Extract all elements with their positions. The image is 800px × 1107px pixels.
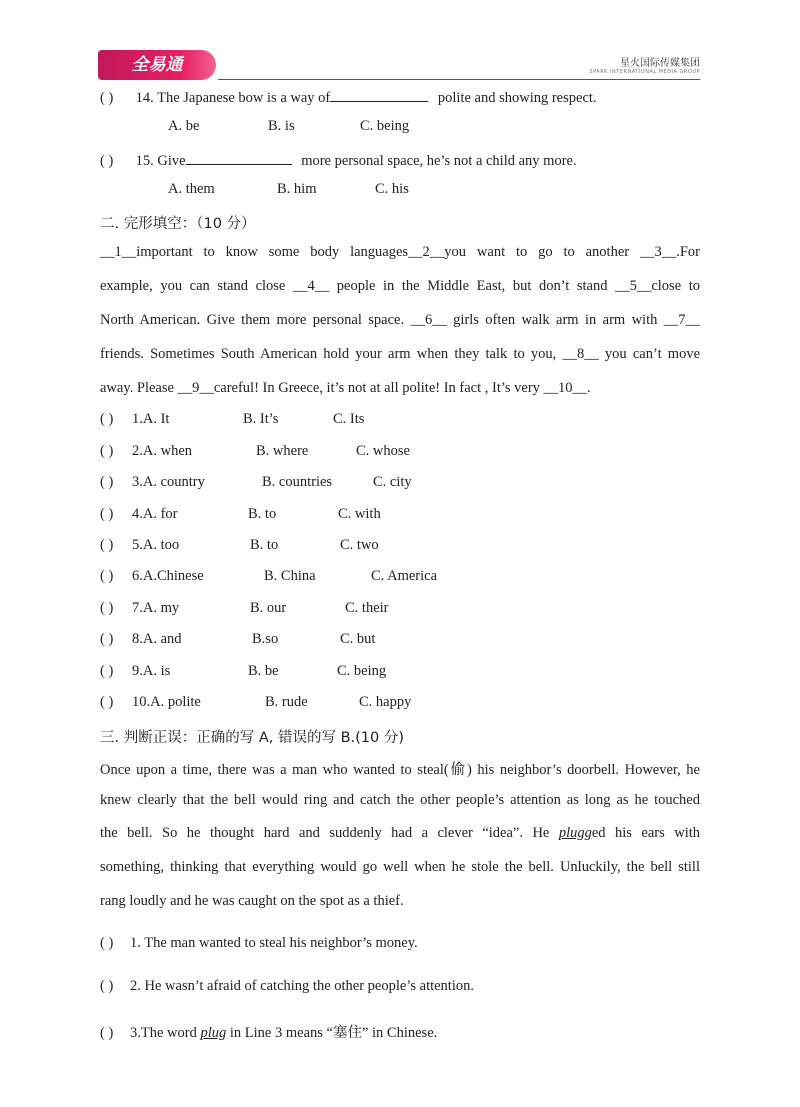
publisher-name: 星火国际传媒集团 xyxy=(620,58,700,69)
underlined-word: plugg xyxy=(558,825,592,841)
question-stem: 15. Give xyxy=(135,153,186,169)
cloze-question xyxy=(100,443,192,460)
option-c: C. his xyxy=(375,181,409,197)
passage-line xyxy=(100,825,700,842)
option-b: B. our xyxy=(250,600,287,616)
option-b: B. him xyxy=(277,181,317,197)
question-text-tail: in Line 3 means “塞住” in Chinese. xyxy=(226,1025,438,1041)
passage-text: ed his ears with xyxy=(591,825,700,841)
option-c: C. being xyxy=(360,118,410,134)
option-a: 1.A. It xyxy=(132,411,170,427)
question-text: 2. He wasn’t afraid of catching the other people’s attention. xyxy=(130,978,474,994)
option-b: B. be xyxy=(248,663,279,679)
header-divider xyxy=(218,79,700,80)
question-stem-tail: more personal space, he’s not a child any more. xyxy=(301,153,577,169)
option-a: 3.A. country xyxy=(132,474,205,490)
option-c: C. being xyxy=(337,663,387,679)
option-c: C. their xyxy=(345,600,389,616)
answer-paren: ( ) xyxy=(100,978,114,994)
passage-line: knew clearly that the bell would ring and catch the other people’s attention as long as he touched xyxy=(100,792,700,808)
option-b: B. is xyxy=(268,118,295,134)
cloze-question xyxy=(100,506,178,523)
option-c: C. happy xyxy=(359,694,412,710)
section-title-true-false: 三. 判断正误：正确的写 A, 错误的写 B.(10 分) xyxy=(100,730,405,746)
cloze-line: away. Please __9__careful! In Greece, it’s not at all polite! In fact , It’s very __10__. xyxy=(100,380,591,396)
publisher-brand xyxy=(589,54,700,75)
cloze-line: North American. Give them more personal space. __6__ girls often walk arm in arm with __7__ xyxy=(100,312,700,328)
option-b: B. to xyxy=(250,537,279,553)
option-a: 2.A. when xyxy=(132,443,193,459)
option-a: 10.A. polite xyxy=(132,694,201,710)
option-a: A. be xyxy=(168,118,200,134)
option-c: C. whose xyxy=(356,443,410,459)
section-title-cloze: 二. 完形填空：（10 分） xyxy=(100,216,256,232)
question-14 xyxy=(100,87,597,107)
answer-paren: ( ) xyxy=(100,1025,114,1041)
option-a: A. them xyxy=(168,181,215,197)
answer-paren: ( ) xyxy=(100,568,114,584)
answer-blank xyxy=(330,87,428,102)
option-b: B. countries xyxy=(262,474,333,490)
answer-paren: ( ) xyxy=(100,474,114,490)
question-stem: 14. The Japanese bow is a way of xyxy=(135,90,331,106)
option-a: 6.A.Chinese xyxy=(132,568,204,584)
option-c: C. two xyxy=(340,537,379,553)
tf-question xyxy=(100,1021,437,1042)
answer-paren: ( ) xyxy=(100,153,114,169)
option-c: C. with xyxy=(338,506,381,522)
publisher-name-en: SPARK INTERNATIONAL MEDIA GROUP xyxy=(589,69,700,75)
option-b: B. where xyxy=(256,443,309,459)
cloze-question xyxy=(100,537,179,554)
cloze-question xyxy=(100,663,170,680)
cloze-question xyxy=(100,631,182,648)
question-text: 3.The word xyxy=(130,1025,201,1041)
answer-paren: ( ) xyxy=(100,663,114,679)
answer-paren: ( ) xyxy=(100,411,114,427)
cloze-line: __1__important to know some body languages__2__you want to go to another __3__.For xyxy=(100,244,700,260)
question-text: 1. The man wanted to steal his neighbor’s money. xyxy=(130,935,418,951)
question-15 xyxy=(100,150,577,170)
cloze-question xyxy=(100,694,201,711)
option-a: 5.A. too xyxy=(132,537,180,553)
answer-paren: ( ) xyxy=(100,631,114,647)
answer-paren: ( ) xyxy=(100,600,114,616)
cloze-question xyxy=(100,474,205,491)
option-b: B. China xyxy=(264,568,316,584)
option-a: 8.A. and xyxy=(132,631,182,647)
option-a: 7.A. my xyxy=(132,600,180,616)
passage-text: the bell. So he thought hard and suddenly had a clever “idea”. He xyxy=(100,825,559,841)
cloze-line: example, you can stand close __4__ people in the Middle East, but don’t stand __5__close to xyxy=(100,278,700,294)
option-c: C. America xyxy=(371,568,438,584)
option-b: B. rude xyxy=(265,694,308,710)
answer-paren: ( ) xyxy=(100,935,114,951)
passage-line: Once upon a time, there was a man who wanted to steal(偷) his neighbor’s doorbell. However, he xyxy=(100,762,700,778)
logo: 全易通 xyxy=(98,50,216,80)
tf-question xyxy=(100,935,418,952)
passage-line: something, thinking that everything would go well when he stole the bell. Unluckily, the bell still xyxy=(100,859,700,875)
option-c: C. but xyxy=(340,631,376,647)
answer-paren: ( ) xyxy=(100,506,114,522)
answer-paren: ( ) xyxy=(100,90,114,106)
answer-paren: ( ) xyxy=(100,443,114,459)
answer-blank xyxy=(186,150,292,165)
option-b: B. to xyxy=(248,506,277,522)
option-c: C. Its xyxy=(333,411,365,427)
underlined-word: plug xyxy=(200,1025,227,1041)
cloze-question xyxy=(100,411,169,428)
option-b: B. It’s xyxy=(243,411,279,427)
cloze-line: friends. Sometimes South American hold your arm when they talk to you, __8__ you can’t move xyxy=(100,346,700,362)
cloze-question xyxy=(100,568,204,585)
page-header xyxy=(98,50,700,80)
answer-paren: ( ) xyxy=(100,694,114,710)
option-a: 4.A. for xyxy=(132,506,178,522)
passage-line: rang loudly and he was caught on the spot as a thief. xyxy=(100,893,404,909)
answer-paren: ( ) xyxy=(100,537,114,553)
option-b: B.so xyxy=(252,631,279,647)
tf-question xyxy=(100,978,474,995)
question-stem-tail: polite and showing respect. xyxy=(437,90,597,106)
cloze-question xyxy=(100,600,179,617)
option-c: C. city xyxy=(373,474,412,490)
option-a: 9.A. is xyxy=(132,663,171,679)
